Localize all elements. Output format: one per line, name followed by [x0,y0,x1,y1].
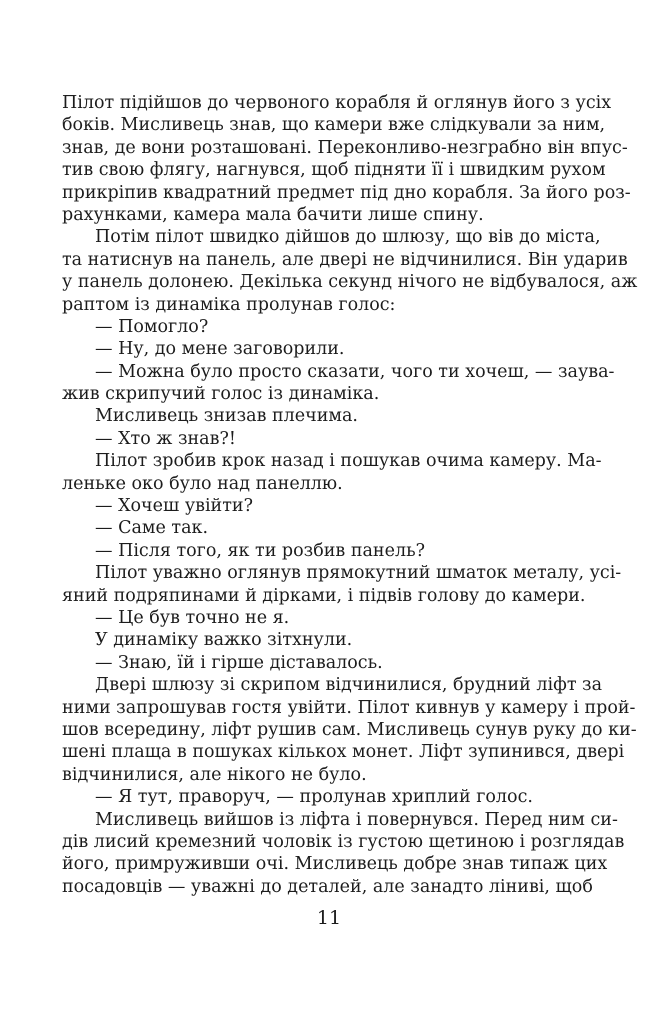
dialogue-line: — Ну, до мене заговорили. [95,339,345,360]
dialogue-line: — Знаю, їй і гірше діставалось. [95,652,383,673]
dialogue-line: — Я тут, праворуч, — пролунав хриплий голос. [95,787,533,808]
dialogue-line: — Це був точно не я. [95,607,290,628]
text-line: прикріпив квадратний предмет під дно корабля. За його роз- [62,182,631,203]
text-line: знав, де вони розташовані. Переконливо-незграбно він впус- [62,137,628,158]
paragraph-first-line: Потім пілот швидко дійшов до шлюзу, що вів до міста, [95,227,601,248]
text-line: відчинилися, але нікого не було. [62,764,367,785]
text-line: його, примруживши очі. Мисливець добре знав типаж цих [62,854,608,875]
text-line: дів лисий кремезний чоловік із густою щетиною і розглядав [62,831,625,852]
text-line: яний подряпинами й дірками, і підвів голову до камери. [62,585,586,606]
text-line: леньке око було над панеллю. [62,473,343,494]
paragraph-first-line: Мисливець знизав плечима. [95,406,358,427]
page-number: 11 [316,907,342,929]
text-line: ними запрошував гостя увійти. Пілот кивнув у камеру і прой- [62,697,636,718]
body-text [62,92,638,898]
text-line: раптом із динаміка пролунав голос: [62,294,396,315]
dialogue-line: — Хто ж знав?! [95,428,236,449]
dialogue-line: — Після того, як ти розбив панель? [95,540,425,561]
text-line: та натиснув на панель, але двері не відчинилися. Він ударив [62,249,628,270]
text-line: рахунками, камера мала бачити лише спину. [62,204,484,225]
dialogue-line: — Помогло? [95,316,209,337]
text-line: шені плаща в пошуках кількох монет. Ліфт зупинився, двері [62,742,625,763]
text-line: у панель долонею. Декілька секунд нічого не відбувалося, аж [62,272,638,293]
text-line: посадовців — уважні до деталей, але занадто ліниві, щоб [62,876,593,897]
dialogue-line: — Саме так. [95,518,209,539]
text-line: жив скрипучий голос із динаміка. [62,384,380,405]
text-line: тив свою флягу, нагнувся, щоб підняти її і швидким рухом [62,160,606,181]
paragraph-first-line: У динаміку важко зітхнули. [95,630,353,651]
text-line: боків. Мисливець знав, що камери вже слідкували за ним, [62,115,606,136]
text-line: Пілот підійшов до червоного корабля й оглянув його з усіх [62,93,612,113]
paragraph-first-line: Пілот зробив крок назад і пошукав очима камеру. Ма- [95,451,602,472]
dialogue-line: — Можна було просто сказати, чого ти хочеш, — заува- [95,361,615,382]
paragraph-first-line: Двері шлюзу зі скрипом відчинилися, брудний ліфт за [95,675,603,696]
paragraph-first-line: Мисливець вийшов із ліфта і повернувся. Перед ним си- [95,809,618,830]
paragraph-first-line: Пілот уважно оглянув прямокутний шматок металу, усі- [95,563,622,584]
text-line: шов всередину, ліфт рушив сам. Мисливець сунув руку до ки- [62,719,637,740]
dialogue-line: — Хочеш увійти? [95,496,253,517]
